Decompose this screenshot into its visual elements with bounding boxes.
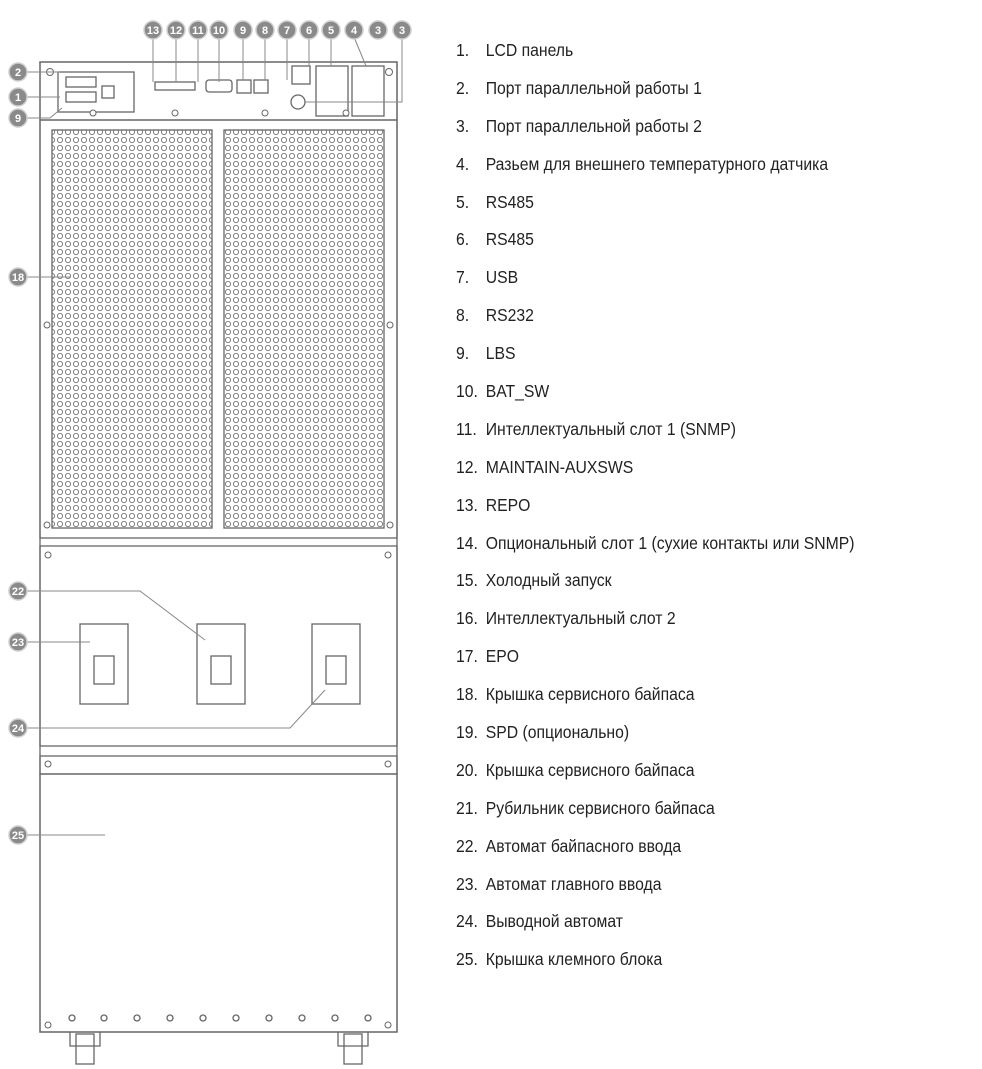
legend-number: 8. bbox=[456, 305, 470, 326]
vent-grille-left bbox=[52, 130, 212, 528]
legend-item bbox=[456, 453, 855, 491]
legend-text: USB bbox=[485, 267, 519, 288]
legend-text: REPO bbox=[485, 494, 531, 515]
callout-number: 18 bbox=[11, 272, 25, 284]
legend-item bbox=[456, 604, 855, 642]
optional-slot-1 bbox=[352, 66, 384, 116]
parallel-port-2 bbox=[66, 92, 96, 102]
output-breaker-handle bbox=[326, 656, 346, 684]
callout-number: 1 bbox=[14, 92, 22, 104]
legend-text: Крышка сервисного байпаса bbox=[485, 759, 695, 780]
legend-number: 22. bbox=[456, 835, 478, 856]
intelligent-slot-2 bbox=[316, 66, 348, 116]
legend-item bbox=[456, 377, 855, 415]
legend-item bbox=[456, 301, 855, 339]
legend-number: 9. bbox=[456, 343, 470, 364]
legend-number: 12. bbox=[456, 456, 478, 477]
legend-text: Автомат главного ввода bbox=[485, 873, 662, 894]
legend-item bbox=[456, 794, 855, 832]
legend-item bbox=[456, 907, 855, 945]
callout-number: 3 bbox=[374, 25, 382, 37]
legend-text: LBS bbox=[485, 343, 516, 364]
legend-number: 17. bbox=[456, 646, 478, 667]
legend-number: 10. bbox=[456, 381, 478, 402]
legend-text: Опциональный слот 1 (сухие контакты или SNMP) bbox=[485, 532, 855, 553]
legend-number: 4. bbox=[456, 153, 470, 174]
bottom-bolts bbox=[69, 1015, 371, 1021]
callout-number: 23 bbox=[11, 637, 25, 649]
legend-text: Интеллектуальный слот 1 (SNMP) bbox=[485, 418, 737, 439]
callout-number: 8 bbox=[261, 25, 269, 37]
legend-item bbox=[456, 870, 855, 908]
legend-text: BAT_SW bbox=[485, 381, 550, 402]
legend-item bbox=[456, 529, 855, 567]
legend-text: Холодный запуск bbox=[485, 570, 612, 591]
callout-number: 22 bbox=[11, 586, 25, 598]
legend-item bbox=[456, 718, 855, 756]
callout-number: 13 bbox=[146, 25, 160, 37]
callout-number: 3 bbox=[398, 25, 406, 37]
legend-item bbox=[456, 74, 855, 112]
legend-number: 1. bbox=[456, 40, 470, 60]
legend-number: 15. bbox=[456, 570, 478, 591]
legend-number: 18. bbox=[456, 684, 478, 705]
legend-number: 13. bbox=[456, 494, 478, 515]
legend-number: 23. bbox=[456, 873, 478, 894]
legend-number: 11. bbox=[456, 418, 477, 439]
legend-item bbox=[456, 188, 855, 226]
legend-text: Порт параллельной работы 1 bbox=[485, 77, 702, 98]
callout-number: 2 bbox=[14, 67, 22, 79]
legend-number: 2. bbox=[456, 77, 470, 98]
divider-strip bbox=[40, 756, 397, 774]
legend-text: Рубильник сервисного байпаса bbox=[485, 797, 715, 818]
legend-number: 21. bbox=[456, 797, 478, 818]
bypass-input-breaker-handle bbox=[211, 656, 231, 684]
legend-number: 20. bbox=[456, 759, 478, 780]
main-input-breaker-handle bbox=[94, 656, 114, 684]
legend-text: RS232 bbox=[485, 305, 534, 326]
callout-number: 11 bbox=[192, 25, 204, 37]
breaker-section bbox=[40, 546, 397, 746]
legend-item bbox=[456, 642, 855, 680]
legend-item bbox=[456, 945, 855, 983]
parallel-port-1 bbox=[66, 77, 96, 87]
legend-item bbox=[456, 263, 855, 301]
ups-rear-panel-diagram bbox=[0, 0, 430, 1069]
legend-text: SPD (опционально) bbox=[485, 722, 630, 743]
legend-text: EPO bbox=[485, 646, 519, 667]
right-caster bbox=[338, 1032, 368, 1064]
callout-number: 12 bbox=[169, 25, 183, 37]
callout-number: 9 bbox=[14, 113, 22, 125]
legend-item bbox=[456, 756, 855, 794]
cold-start-button bbox=[291, 95, 305, 109]
legend-number: 6. bbox=[456, 229, 470, 250]
terminal-block bbox=[155, 82, 195, 90]
legend-number: 14. bbox=[456, 532, 478, 553]
legend-item bbox=[456, 415, 855, 453]
legend-text: Крышка клемного блока bbox=[485, 949, 663, 970]
callout-number: 24 bbox=[11, 723, 25, 735]
legend-list bbox=[456, 36, 899, 983]
legend-item bbox=[456, 491, 855, 529]
vent-grille-right bbox=[224, 130, 384, 528]
legend-text: Выводной автомат bbox=[485, 911, 623, 932]
legend-item bbox=[456, 832, 855, 870]
legend-text: MAINTAIN-AUXSWS bbox=[485, 456, 634, 477]
legend-item bbox=[456, 36, 855, 74]
legend-item bbox=[456, 339, 855, 377]
callout-number: 7 bbox=[283, 25, 291, 37]
legend-number: 5. bbox=[456, 191, 470, 212]
legend-number: 16. bbox=[456, 608, 478, 629]
bypass-input-breaker bbox=[197, 624, 245, 704]
legend-item bbox=[456, 150, 855, 188]
epo-switch bbox=[292, 66, 310, 84]
legend-number: 24. bbox=[456, 911, 478, 932]
legend-text: Порт параллельной работы 2 bbox=[485, 115, 702, 136]
legend-text: Разьем для внешнего температурного датчика bbox=[485, 153, 829, 174]
callout-number: 10 bbox=[212, 25, 226, 37]
callout-number: 9 bbox=[239, 25, 247, 37]
legend-number: 3. bbox=[456, 115, 470, 136]
terminal-cover bbox=[40, 774, 397, 1032]
temp-sensor-port bbox=[102, 86, 114, 98]
legend-text: RS485 bbox=[485, 229, 534, 250]
callout-number: 5 bbox=[327, 25, 335, 37]
legend-text: Крышка сервисного байпаса bbox=[485, 684, 695, 705]
output-breaker bbox=[312, 624, 360, 704]
main-input-breaker bbox=[80, 624, 128, 704]
legend-number: 7. bbox=[456, 267, 470, 288]
legend-text: LCD панель bbox=[485, 40, 574, 60]
legend-number: 19. bbox=[456, 722, 478, 743]
legend-number: 25. bbox=[456, 949, 478, 970]
callout-number: 6 bbox=[305, 25, 313, 37]
legend-text: Интеллектуальный слот 2 bbox=[485, 608, 676, 629]
legend-item bbox=[456, 112, 855, 150]
legend-text: RS485 bbox=[485, 191, 534, 212]
rs485-port bbox=[254, 80, 268, 93]
legend-item bbox=[456, 680, 855, 718]
legend-item bbox=[456, 225, 855, 263]
legend-item bbox=[456, 566, 855, 604]
callout-number: 25 bbox=[11, 830, 25, 842]
usb-port bbox=[237, 80, 251, 93]
legend-text: Автомат байпасного ввода bbox=[485, 835, 682, 856]
left-caster bbox=[70, 1032, 100, 1064]
callout-number: 4 bbox=[350, 25, 358, 37]
